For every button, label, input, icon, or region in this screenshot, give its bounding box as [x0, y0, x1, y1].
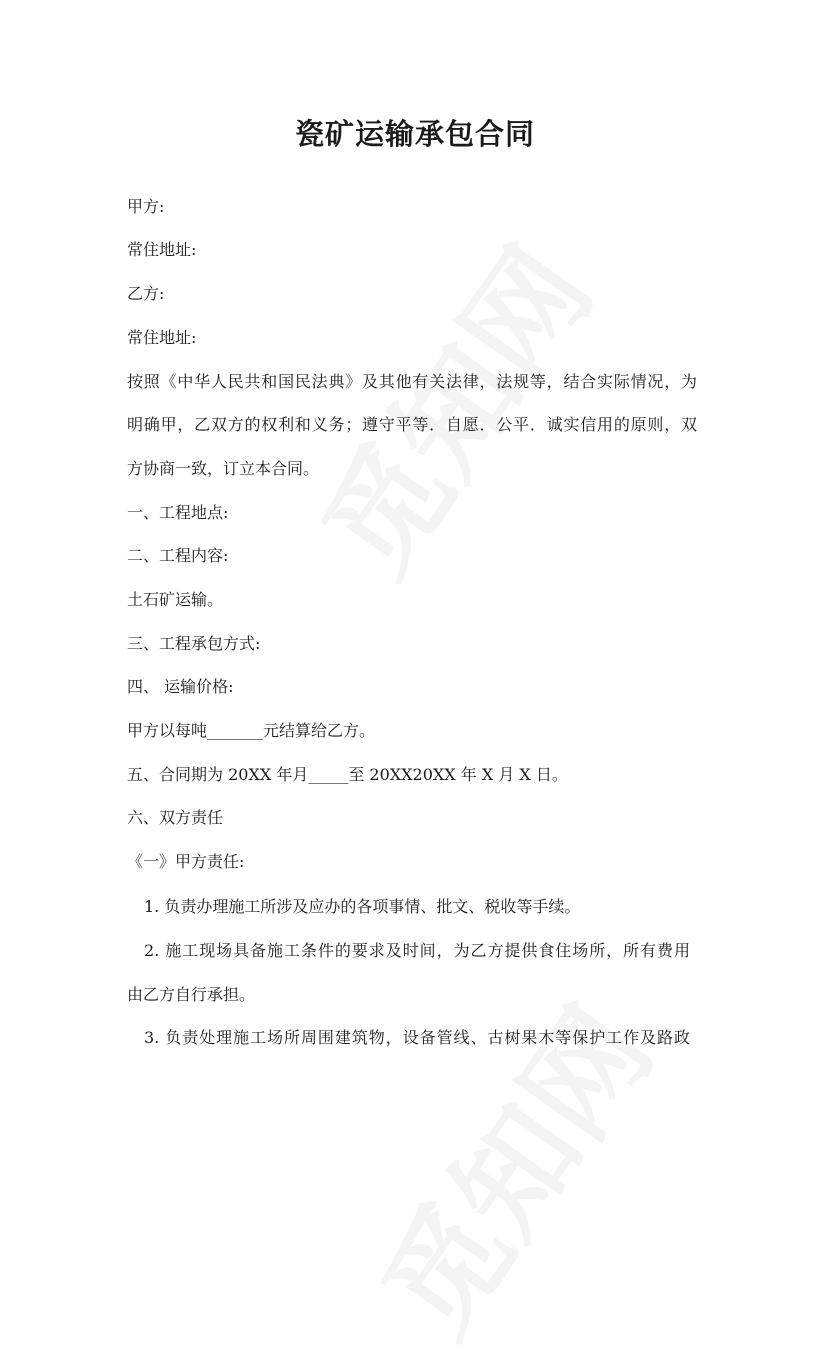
responsibility-item-2-line-2: 由乙方自行承担。 — [127, 985, 256, 1004]
preamble-line-1: 按照《中华人民共和国民法典》及其他有关法律，法规等，结合实际情况，为 — [127, 372, 697, 391]
section-responsibilities: 六、双方责任 — [127, 808, 224, 827]
section-contract-method: 三、工程承包方式: — [127, 634, 261, 653]
party-b-label: 乙方: — [127, 284, 165, 303]
party-a-responsibilities-heading: 《一》甲方责任: — [127, 852, 245, 871]
responsibility-item-1: 1. 负责办理施工所涉及应办的各项事情、批文、税收等手续。 — [144, 897, 581, 916]
transport-price-body: 甲方以每吨_______元结算给乙方。 — [127, 721, 376, 740]
responsibility-item-2-line-1: 2. 施工现场具备施工条件的要求及时间，为乙方提供食住场所，所有费用 — [144, 941, 690, 960]
project-content-body: 土石矿运输。 — [127, 590, 224, 609]
section-contract-period: 五、合同期为 20XX 年月_____至 20XX20XX 年 X 月 X 日。 — [127, 765, 568, 784]
section-project-content: 二、工程内容: — [127, 546, 229, 565]
section-project-location: 一、工程地点: — [127, 503, 229, 522]
party-a-address-label: 常住地址: — [127, 240, 197, 259]
preamble-line-2: 明确甲，乙双方的权利和义务；遵守平等．自愿．公平．诚实信用的原则，双 — [127, 415, 697, 434]
watermark — [276, 209, 623, 603]
section-transport-price: 四、 运输价格: — [127, 677, 234, 696]
party-b-address-label: 常住地址: — [127, 328, 197, 347]
responsibility-item-3-line-1: 3. 负责处理施工场所周围建筑物，设备管线、古树果木等保护工作及路政 — [144, 1028, 690, 1047]
preamble-line-3: 方协商一致，订立本合同。 — [127, 459, 320, 478]
document-title: 瓷矿运输承包合同 — [294, 117, 535, 151]
party-a-label: 甲方: — [127, 197, 165, 216]
